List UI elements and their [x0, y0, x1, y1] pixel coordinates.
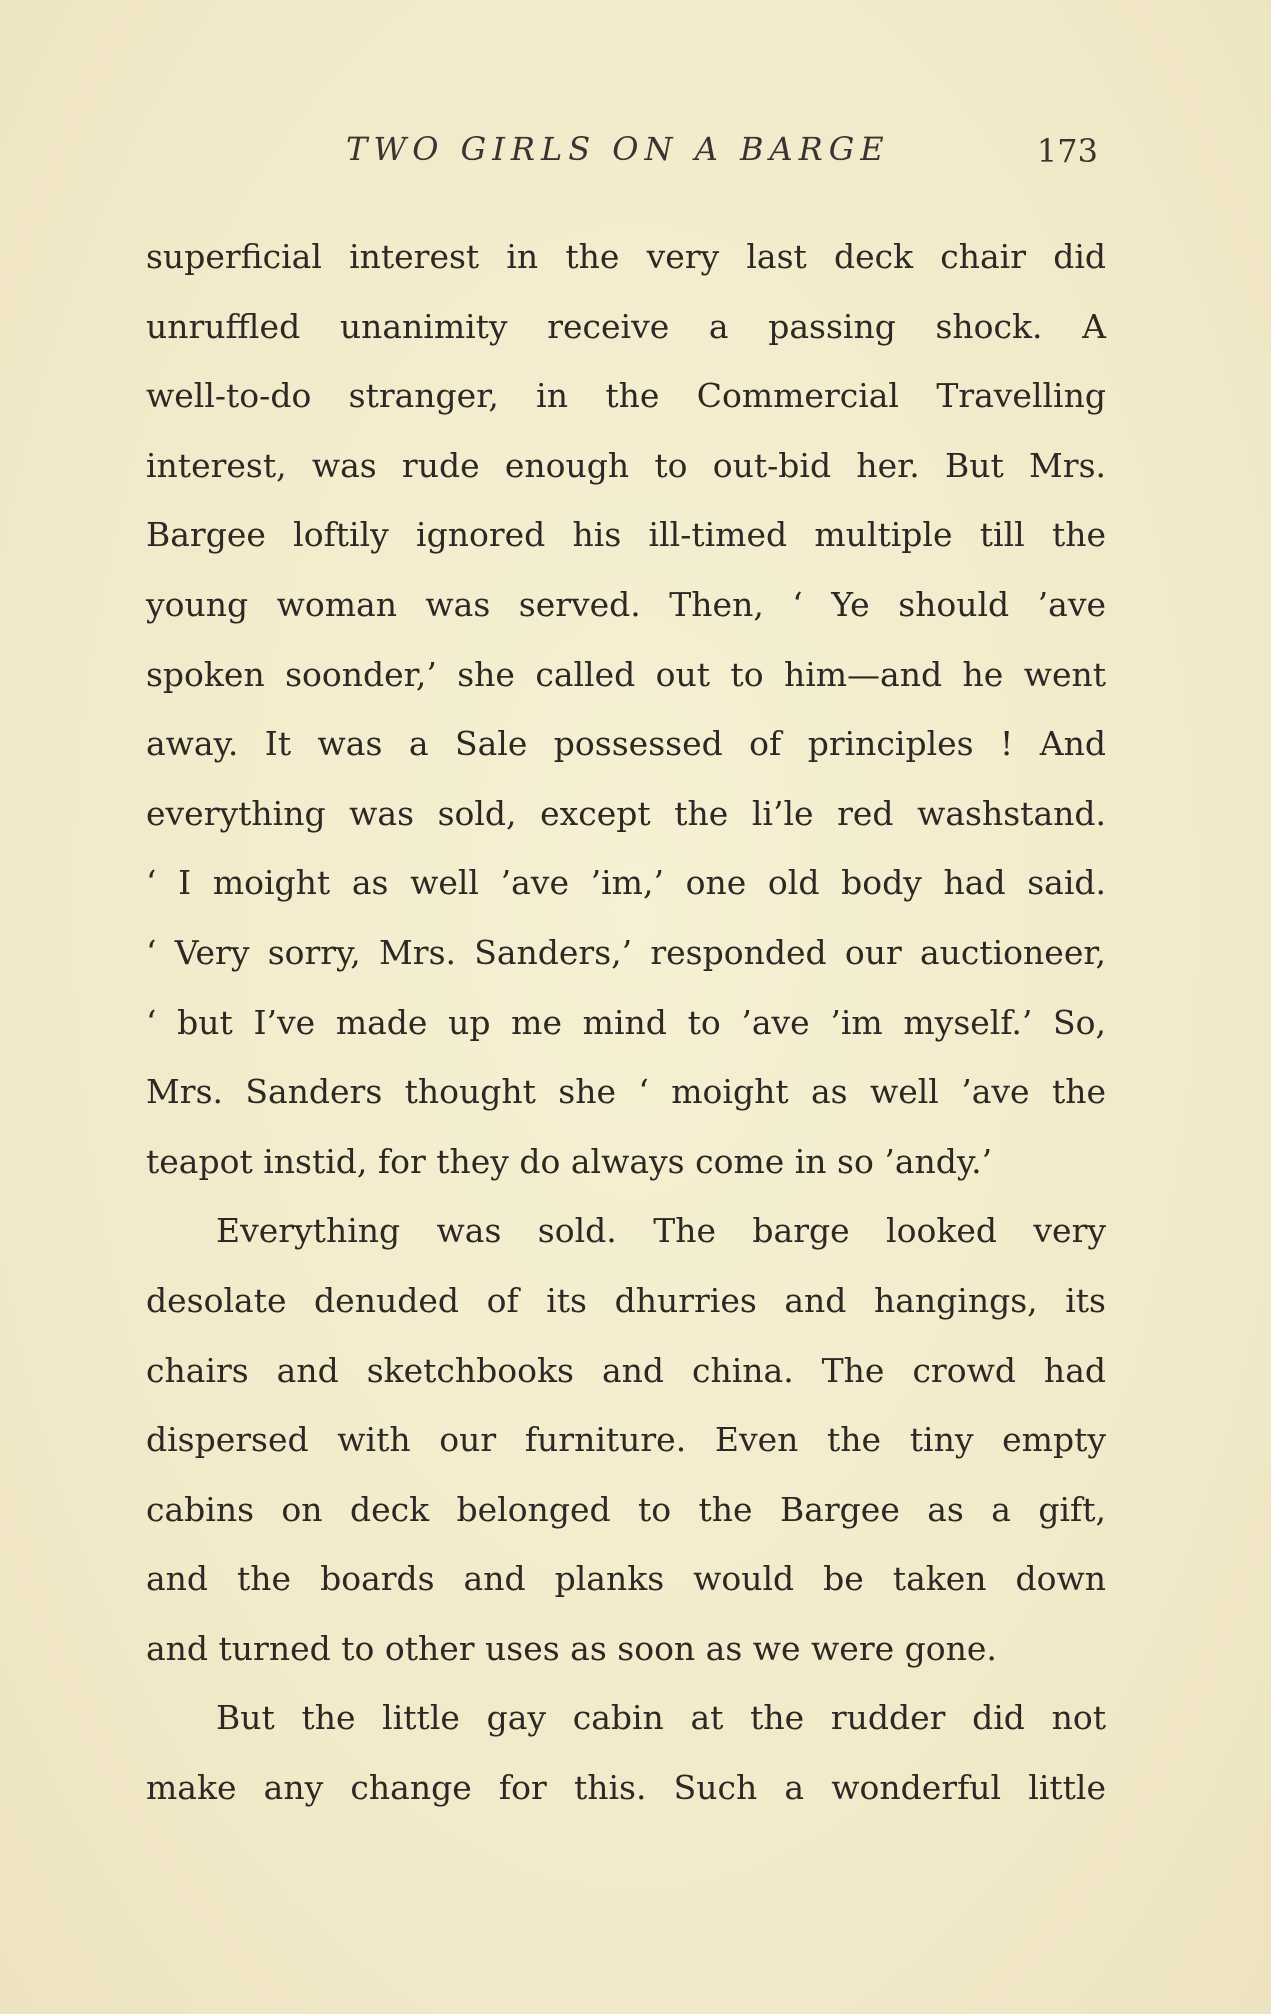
text-line: Bargee loftily ignored his ill-timed multiple till the	[146, 515, 1106, 555]
text-line: dispersed with our furniture. Even the tiny empty	[146, 1420, 1106, 1460]
text-line: interest, was rude enough to out-bid her. But Mrs.	[146, 445, 1106, 485]
text-line: ‘ but I’ve made up me mind to ’ave ’im myself.’ So,	[146, 1002, 1106, 1042]
running-head	[146, 130, 1106, 180]
text-line: everything was sold, except the li’le red washstand.	[146, 793, 1106, 833]
text-line: make any change for this. Such a wonderful little	[146, 1768, 1106, 1808]
text-line: desolate denuded of its dhurries and hangings, its	[146, 1280, 1106, 1320]
page-number: 173	[1036, 132, 1098, 170]
paragraph-start-line: But the little gay cabin at the rudder did not	[216, 1698, 1106, 1738]
text-line: and turned to other uses as soon as we were gone.	[146, 1628, 997, 1668]
text-line: Mrs. Sanders thought she ‘ moight as well ’ave the	[146, 1072, 1106, 1112]
text-line: teapot instid, for they do always come in so ’andy.’	[146, 1141, 993, 1181]
text-line: chairs and sketchbooks and china. The crowd had	[146, 1350, 1106, 1390]
text-line: young woman was served. Then, ‘ Ye should ’ave	[146, 584, 1106, 624]
running-title: TWO GIRLS ON A BARGE	[346, 130, 890, 168]
text-line: unruffled unanimity receive a passing shock. A	[146, 306, 1106, 346]
text-line: away. It was a Sale possessed of principles ! And	[146, 724, 1106, 764]
text-line: well-to-do stranger, in the Commercial Travelling	[146, 376, 1106, 416]
text-line: and the boards and planks would be taken down	[146, 1559, 1106, 1599]
text-line: superficial interest in the very last deck chair did	[146, 237, 1106, 276]
text-line: ‘ I moight as well ’ave ’im,’ one old body had said.	[146, 863, 1106, 903]
text-line: spoken soonder,’ she called out to him—and he went	[146, 654, 1106, 694]
text-line: ‘ Very sorry, Mrs. Sanders,’ responded our auctioneer,	[146, 932, 1106, 972]
paragraph-start-line: Everything was sold. The barge looked very	[216, 1211, 1106, 1251]
body-text	[146, 222, 1106, 1823]
text-line: cabins on deck belonged to the Bargee as a gift,	[146, 1489, 1106, 1529]
